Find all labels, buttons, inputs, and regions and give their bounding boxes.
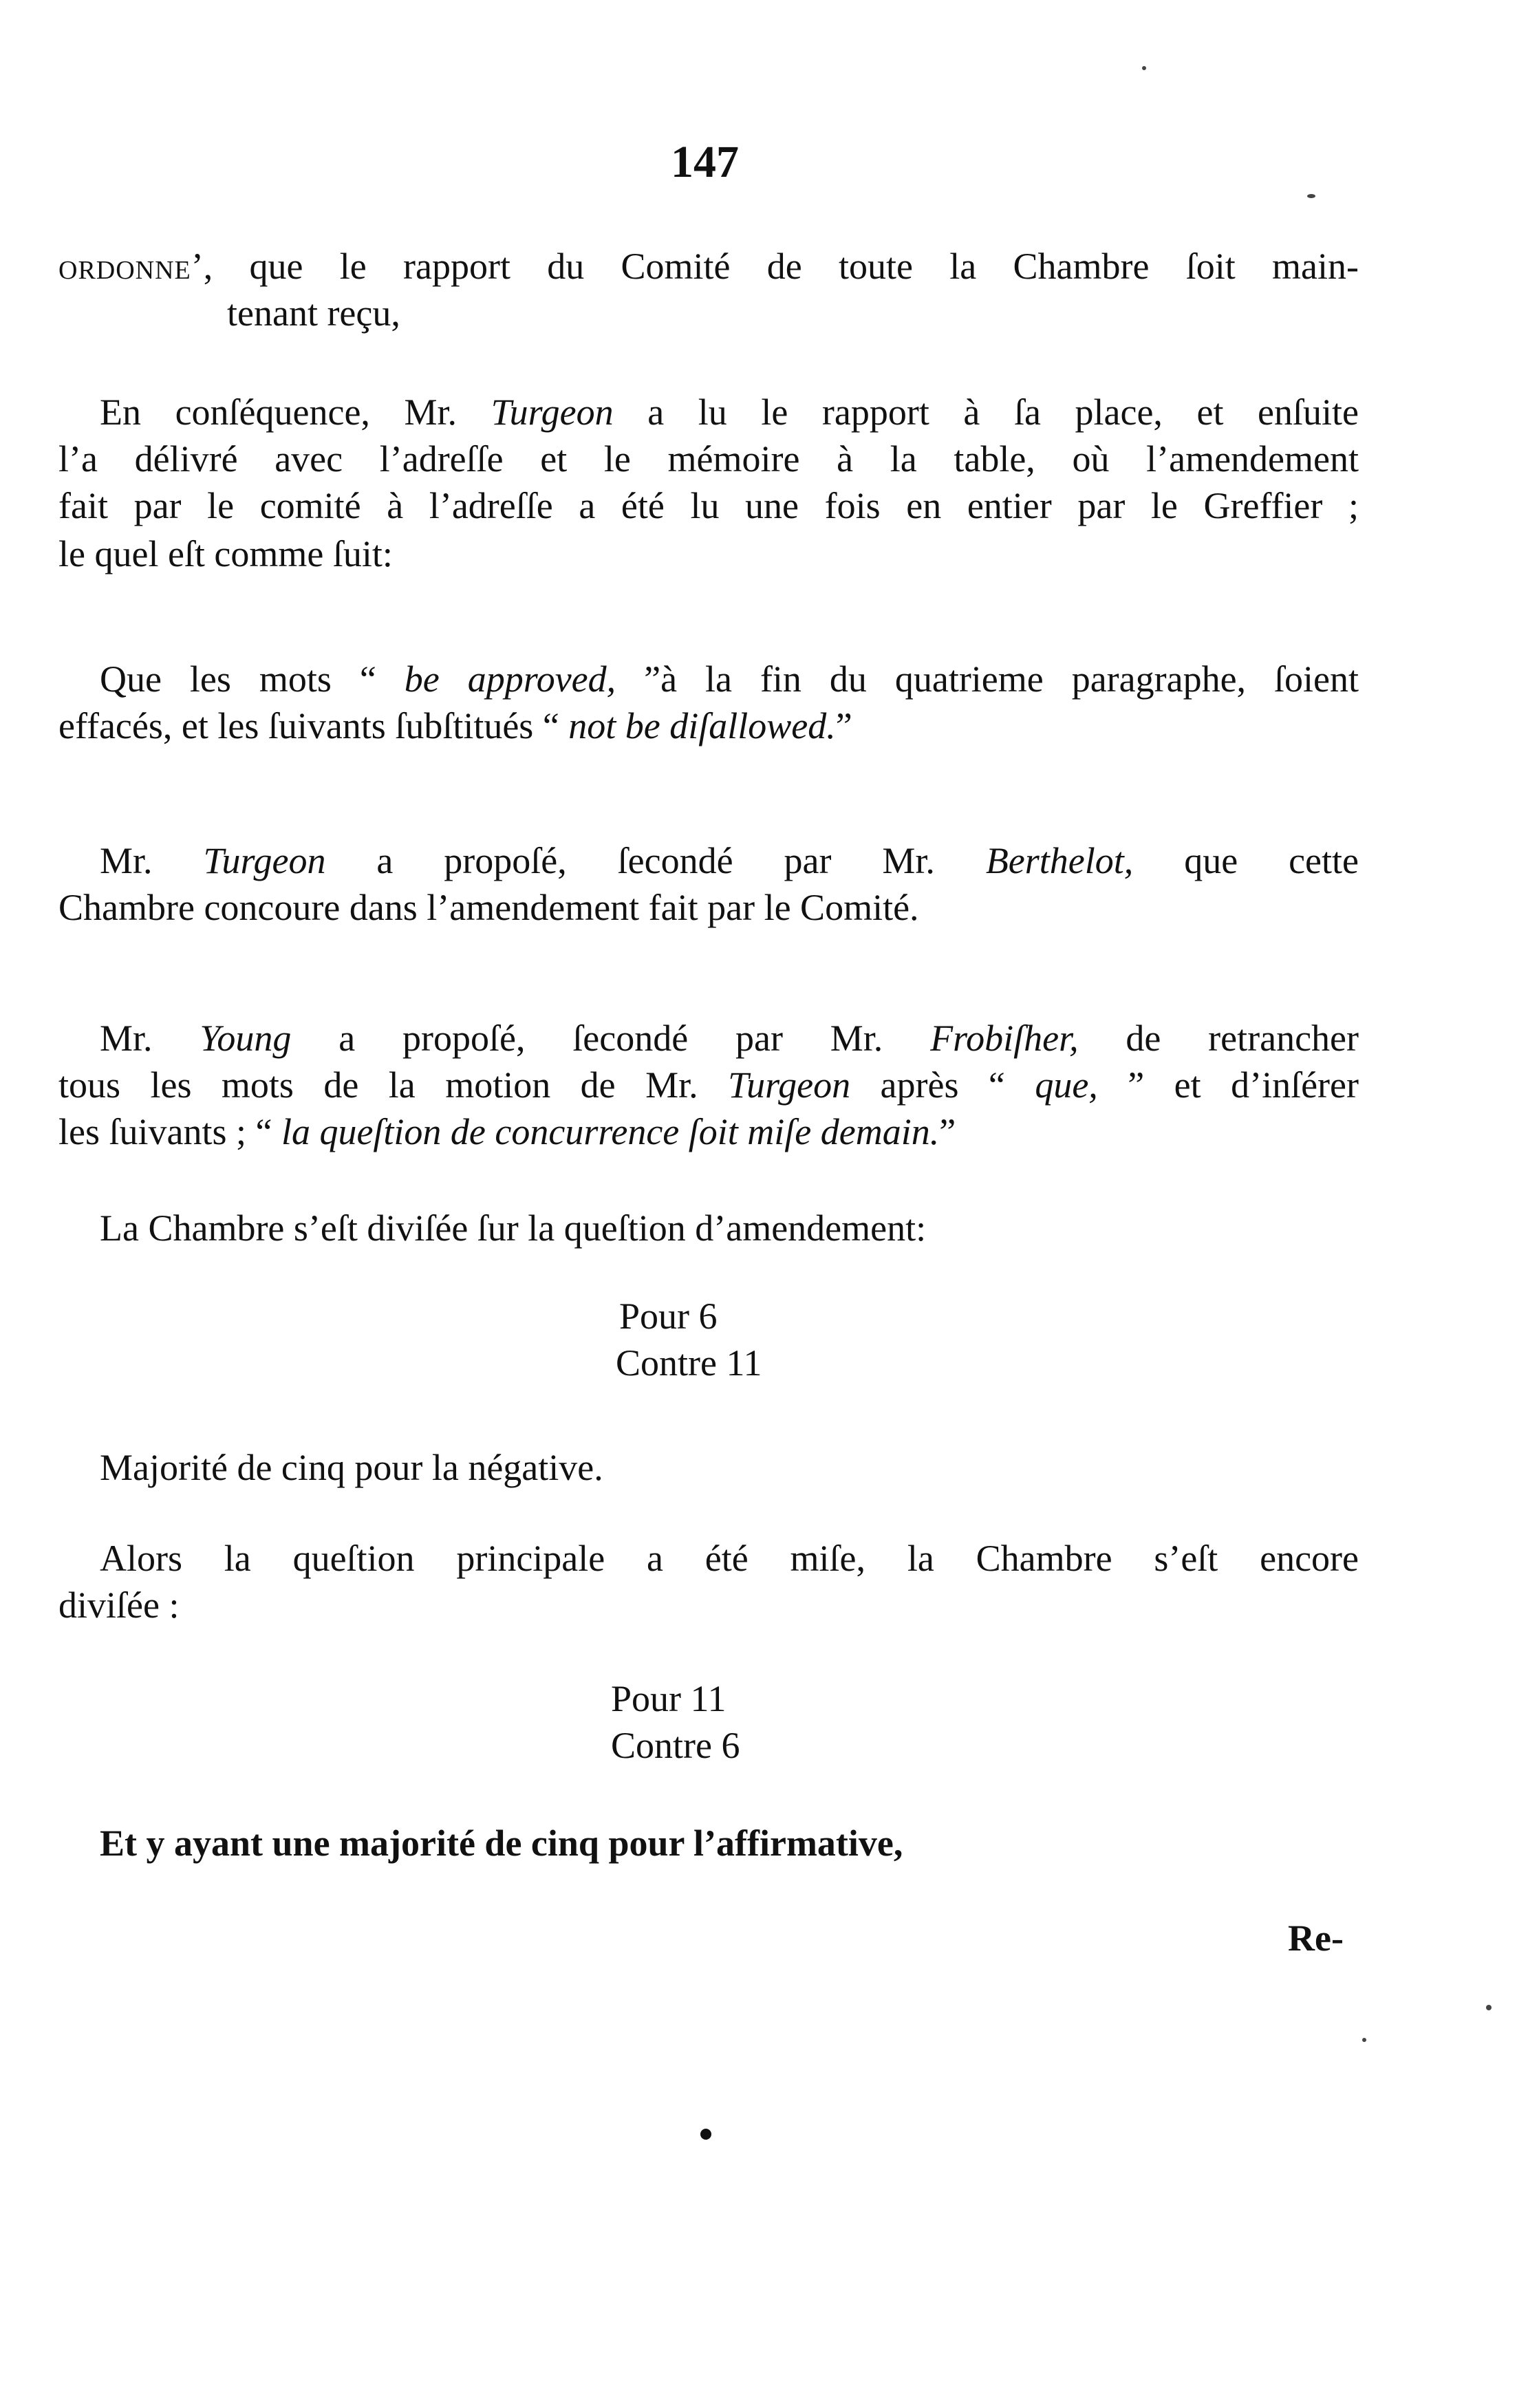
ink-speck <box>1142 66 1146 70</box>
text-line: Que les mots “ be approved, ”à la fin du quatrieme paragraphe, ſoient <box>100 658 1359 700</box>
page-number: 147 <box>671 137 739 187</box>
text-line: En conſéquence, Mr. Turgeon a lu le rapport à ſa place, et enſuite <box>100 391 1359 433</box>
vote-contre: Contre 11 <box>616 1342 762 1384</box>
text-line: l’a délivré avec l’adreſſe et le mémoire à la table, où l’amendement <box>58 438 1359 480</box>
text-line: le quel eſt comme ſuit: <box>58 533 393 574</box>
text-line: effacés, et les ſuivants ſubſtitués “ not be diſallowed.” <box>58 705 852 746</box>
vote-contre: Contre 6 <box>611 1725 740 1766</box>
text-line: tenant reçu, <box>227 292 400 334</box>
vote-pour: Pour 6 <box>619 1296 718 1337</box>
text-line: diviſée : <box>58 1584 180 1626</box>
text-line: Alors la queſtion principale a été miſe, la Chambre s’eſt encore <box>100 1538 1359 1579</box>
text-line: Mr. Turgeon a propoſé, ſecondé par Mr. Berthelot, que cette <box>100 840 1359 881</box>
ordonne-word: ORDONNE <box>58 256 191 285</box>
text-line-ordonne: ORDONNE’, que le rapport du Comité de toute la Chambre ſoit main- <box>58 246 1359 287</box>
text-line: Majorité de cinq pour la négative. <box>100 1447 603 1488</box>
text-line: les ſuivants ; “ la queſtion de concurrence ſoit miſe demain.” <box>58 1111 956 1152</box>
ink-speck <box>1486 2005 1492 2010</box>
vote-pour: Pour 11 <box>611 1678 727 1719</box>
ink-speck <box>1362 2038 1366 2042</box>
text-line: fait par le comité à l’adreſſe a été lu une fois en entier par le Greffier ; <box>58 485 1359 526</box>
ink-speck <box>1307 194 1315 198</box>
text-line: Mr. Young a propoſé, ſecondé par Mr. Frobiſher, de retrancher <box>100 1018 1359 1059</box>
text-line: tous les mots de la motion de Mr. Turgeon après “ que, ” et d’inſérer <box>58 1064 1359 1106</box>
catchword: Re- <box>1288 1917 1344 1959</box>
text-line: La Chambre s’eſt diviſée ſur la queſtion d’amendement: <box>100 1207 927 1249</box>
text-line: Et y ayant une majorité de cinq pour l’affirmative, <box>100 1823 903 1864</box>
text-line: Chambre concoure dans l’amendement fait par le Comité. <box>58 887 919 928</box>
ink-speck <box>700 2129 711 2140</box>
